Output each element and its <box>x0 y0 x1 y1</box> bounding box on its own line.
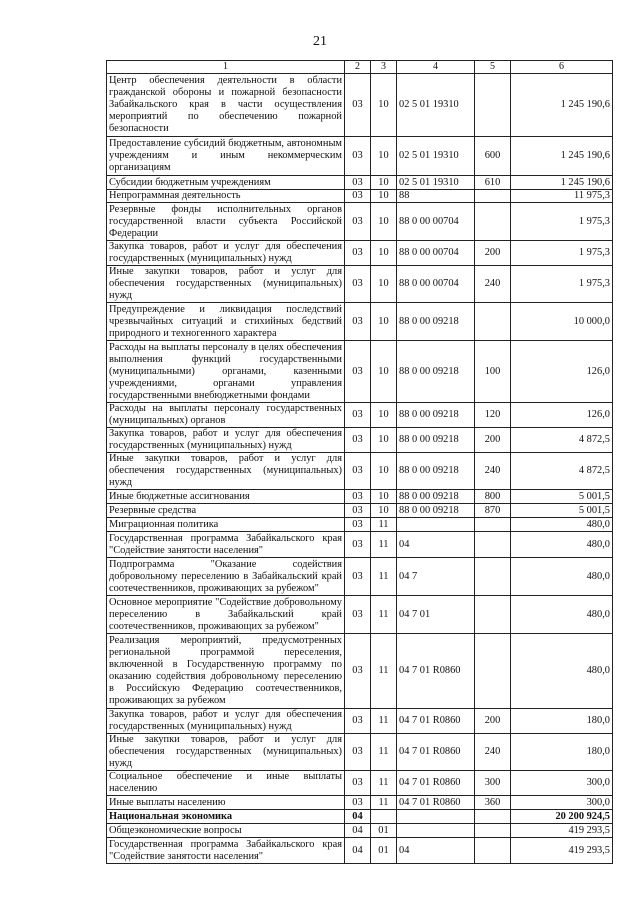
row-subsection: 11 <box>371 596 397 634</box>
row-section: 03 <box>345 241 371 266</box>
row-subsection: 10 <box>371 403 397 428</box>
row-subsection: 11 <box>371 518 397 532</box>
row-subsection: 01 <box>371 838 397 864</box>
row-section: 03 <box>345 771 371 796</box>
row-subsection: 11 <box>371 796 397 810</box>
row-sum: 419 293,5 <box>511 824 613 838</box>
table-row <box>107 518 613 532</box>
row-name: Резервные средства <box>107 504 345 518</box>
row-section: 03 <box>345 137 371 176</box>
row-name: Расходы на выплаты персоналу в целях обеспечения выполнения функций государственными (муниципальными) органами, казенными учреждениями, органами управления государственными внебюджетными фондами <box>107 341 345 403</box>
row-article: 88 0 00 09218 <box>397 303 475 341</box>
row-subsection: 10 <box>371 74 397 137</box>
row-expense-type <box>475 532 511 558</box>
column-number: 1 <box>107 61 345 74</box>
row-sum: 480,0 <box>511 532 613 558</box>
row-subsection: 10 <box>371 303 397 341</box>
table-row <box>107 74 613 137</box>
row-name: Закупка товаров, работ и услуг для обеспечения государственных (муниципальных) нужд <box>107 709 345 734</box>
row-section: 03 <box>345 532 371 558</box>
row-article: 88 0 00 09218 <box>397 341 475 403</box>
row-section: 03 <box>345 634 371 709</box>
row-sum: 300,0 <box>511 771 613 796</box>
row-article: 04 7 01 R0860 <box>397 709 475 734</box>
row-expense-type: 360 <box>475 796 511 810</box>
row-expense-type: 800 <box>475 490 511 504</box>
row-expense-type: 610 <box>475 176 511 190</box>
row-sum: 419 293,5 <box>511 838 613 864</box>
row-section: 04 <box>345 838 371 864</box>
row-name: Иные закупки товаров, работ и услуг для обеспечения государственных (муниципальных) нужд <box>107 266 345 303</box>
row-expense-type: 200 <box>475 428 511 453</box>
row-section: 03 <box>345 796 371 810</box>
row-name: Резервные фонды исполнительных органов государственной власти субъекта Российской Федерации <box>107 203 345 241</box>
row-name: Национальная экономика <box>107 810 345 824</box>
row-expense-type <box>475 518 511 532</box>
row-sum: 126,0 <box>511 403 613 428</box>
row-sum: 20 200 924,5 <box>511 810 613 824</box>
row-article: 04 <box>397 532 475 558</box>
budget-table <box>106 60 613 864</box>
row-expense-type: 120 <box>475 403 511 428</box>
row-article: 88 0 00 09218 <box>397 490 475 504</box>
row-name: Основное мероприятие "Содействие добровольному переселению в Забайкальский край соотечественников, проживающих за рубежом" <box>107 596 345 634</box>
table-row <box>107 532 613 558</box>
row-section: 03 <box>345 266 371 303</box>
column-number: 3 <box>371 61 397 74</box>
row-section: 03 <box>345 303 371 341</box>
table-row <box>107 709 613 734</box>
table-row <box>107 303 613 341</box>
row-article: 88 0 00 00704 <box>397 241 475 266</box>
row-name: Иные закупки товаров, работ и услуг для обеспечения государственных (муниципальных) нужд <box>107 453 345 490</box>
row-expense-type: 200 <box>475 709 511 734</box>
row-sum: 4 872,5 <box>511 428 613 453</box>
row-article <box>397 824 475 838</box>
row-subsection: 10 <box>371 341 397 403</box>
table-row <box>107 203 613 241</box>
row-name: Государственная программа Забайкальского края "Содействие занятости населения" <box>107 838 345 864</box>
row-article: 88 0 00 09218 <box>397 403 475 428</box>
row-subsection: 11 <box>371 771 397 796</box>
row-section: 03 <box>345 203 371 241</box>
page-number: 21 <box>313 34 327 49</box>
row-section: 03 <box>345 453 371 490</box>
row-article: 02 5 01 19310 <box>397 74 475 137</box>
row-name: Центр обеспечения деятельности в области гражданской обороны и пожарной безопасности Забайкальского края в части осуществления мероприятий по обеспечению пожарной безопасности <box>107 74 345 137</box>
row-article: 04 7 01 R0860 <box>397 796 475 810</box>
table-row <box>107 137 613 176</box>
table-row <box>107 176 613 190</box>
table-row <box>107 596 613 634</box>
row-expense-type: 240 <box>475 734 511 771</box>
row-subsection: 10 <box>371 428 397 453</box>
row-sum: 480,0 <box>511 518 613 532</box>
row-section: 03 <box>345 596 371 634</box>
row-expense-type: 200 <box>475 241 511 266</box>
table-row <box>107 558 613 596</box>
row-subsection <box>371 810 397 824</box>
row-name: Непрограммная деятельность <box>107 190 345 203</box>
row-section: 03 <box>345 176 371 190</box>
table-row <box>107 796 613 810</box>
row-expense-type: 240 <box>475 453 511 490</box>
row-section: 03 <box>345 428 371 453</box>
row-section: 04 <box>345 824 371 838</box>
table-row <box>107 241 613 266</box>
row-expense-type: 240 <box>475 266 511 303</box>
column-number: 4 <box>397 61 475 74</box>
row-sum: 1 975,3 <box>511 266 613 303</box>
row-article <box>397 810 475 824</box>
row-subsection: 11 <box>371 532 397 558</box>
table-row <box>107 190 613 203</box>
row-sum: 1 245 190,6 <box>511 74 613 137</box>
row-sum: 11 975,3 <box>511 190 613 203</box>
row-article: 04 7 01 R0860 <box>397 734 475 771</box>
table-row <box>107 403 613 428</box>
row-sum: 1 245 190,6 <box>511 176 613 190</box>
table-row <box>107 771 613 796</box>
row-article: 04 7 01 R0860 <box>397 634 475 709</box>
row-section: 03 <box>345 558 371 596</box>
row-subsection: 10 <box>371 137 397 176</box>
row-subsection: 10 <box>371 241 397 266</box>
row-article: 88 0 00 09218 <box>397 453 475 490</box>
row-expense-type: 100 <box>475 341 511 403</box>
row-article: 02 5 01 19310 <box>397 137 475 176</box>
row-sum: 10 000,0 <box>511 303 613 341</box>
row-subsection: 10 <box>371 504 397 518</box>
row-section: 03 <box>345 190 371 203</box>
column-number: 2 <box>345 61 371 74</box>
row-expense-type <box>475 74 511 137</box>
row-section: 03 <box>345 403 371 428</box>
table-row <box>107 504 613 518</box>
row-name: Подпрограмма "Оказание содействия добровольному переселению в Забайкальский край соотечественников, проживающих за рубежом" <box>107 558 345 596</box>
row-name: Закупка товаров, работ и услуг для обеспечения государственных (муниципальных) нужд <box>107 428 345 453</box>
row-section: 03 <box>345 490 371 504</box>
row-name: Субсидии бюджетным учреждениям <box>107 176 345 190</box>
row-article: 04 7 <box>397 558 475 596</box>
row-subsection: 11 <box>371 634 397 709</box>
row-name: Иные закупки товаров, работ и услуг для обеспечения государственных (муниципальных) нужд <box>107 734 345 771</box>
table-row <box>107 838 613 864</box>
row-expense-type <box>475 558 511 596</box>
row-sum: 300,0 <box>511 796 613 810</box>
row-article: 88 0 00 00704 <box>397 266 475 303</box>
row-expense-type: 870 <box>475 504 511 518</box>
row-section: 03 <box>345 74 371 137</box>
row-name: Миграционная политика <box>107 518 345 532</box>
row-expense-type: 300 <box>475 771 511 796</box>
row-name: Предоставление субсидий бюджетным, автономным учреждениям и иным некоммерческим организациям <box>107 137 345 176</box>
table-row <box>107 266 613 303</box>
row-name: Общеэкономические вопросы <box>107 824 345 838</box>
row-sum: 180,0 <box>511 734 613 771</box>
row-name: Иные бюджетные ассигнования <box>107 490 345 504</box>
row-section: 03 <box>345 341 371 403</box>
table-row <box>107 824 613 838</box>
row-expense-type <box>475 596 511 634</box>
row-expense-type <box>475 838 511 864</box>
row-article: 88 0 00 09218 <box>397 504 475 518</box>
row-sum: 5 001,5 <box>511 490 613 504</box>
row-section: 03 <box>345 734 371 771</box>
row-sum: 1 975,3 <box>511 203 613 241</box>
row-sum: 480,0 <box>511 634 613 709</box>
row-name: Иные выплаты населению <box>107 796 345 810</box>
row-sum: 180,0 <box>511 709 613 734</box>
row-subsection: 11 <box>371 734 397 771</box>
row-article: 04 7 01 <box>397 596 475 634</box>
row-article: 04 7 01 R0860 <box>397 771 475 796</box>
row-sum: 480,0 <box>511 558 613 596</box>
row-article: 88 0 00 09218 <box>397 428 475 453</box>
row-sum: 4 872,5 <box>511 453 613 490</box>
row-name: Реализация мероприятий, предусмотренных региональной программой переселения, включенной в Государственную программу по оказанию содействия добровольному переселению в Российскую Федерацию соотечественников, проживающих за рубежом <box>107 634 345 709</box>
row-section: 03 <box>345 504 371 518</box>
row-subsection: 10 <box>371 176 397 190</box>
row-name: Государственная программа Забайкальского края "Содействие занятости населения" <box>107 532 345 558</box>
row-expense-type <box>475 190 511 203</box>
row-subsection: 11 <box>371 709 397 734</box>
table-row <box>107 341 613 403</box>
row-article <box>397 518 475 532</box>
table-row <box>107 810 613 824</box>
row-name: Закупка товаров, работ и услуг для обеспечения государственных (муниципальных) нужд <box>107 241 345 266</box>
table-row <box>107 734 613 771</box>
column-number: 6 <box>511 61 613 74</box>
row-subsection: 10 <box>371 203 397 241</box>
row-expense-type <box>475 634 511 709</box>
row-expense-type <box>475 824 511 838</box>
row-sum: 126,0 <box>511 341 613 403</box>
row-expense-type <box>475 203 511 241</box>
table-row <box>107 453 613 490</box>
row-sum: 5 001,5 <box>511 504 613 518</box>
row-subsection: 01 <box>371 824 397 838</box>
row-sum: 1 975,3 <box>511 241 613 266</box>
row-expense-type <box>475 303 511 341</box>
row-expense-type <box>475 810 511 824</box>
table-row <box>107 490 613 504</box>
row-subsection: 10 <box>371 453 397 490</box>
row-name: Расходы на выплаты персоналу государственных (муниципальных) органов <box>107 403 345 428</box>
column-number-row <box>107 61 613 74</box>
row-subsection: 10 <box>371 490 397 504</box>
row-subsection: 10 <box>371 266 397 303</box>
row-article: 02 5 01 19310 <box>397 176 475 190</box>
row-article: 88 0 00 00704 <box>397 203 475 241</box>
row-article: 04 <box>397 838 475 864</box>
column-number: 5 <box>475 61 511 74</box>
row-name: Социальное обеспечение и иные выплаты населению <box>107 771 345 796</box>
table-row <box>107 634 613 709</box>
row-section: 04 <box>345 810 371 824</box>
row-section: 03 <box>345 518 371 532</box>
row-section: 03 <box>345 709 371 734</box>
row-subsection: 11 <box>371 558 397 596</box>
row-expense-type: 600 <box>475 137 511 176</box>
row-sum: 1 245 190,6 <box>511 137 613 176</box>
row-name: Предупреждение и ликвидация последствий чрезвычайных ситуаций и стихийных бедствий природного и техногенного характера <box>107 303 345 341</box>
table-row <box>107 428 613 453</box>
row-article: 88 <box>397 190 475 203</box>
row-subsection: 10 <box>371 190 397 203</box>
row-sum: 480,0 <box>511 596 613 634</box>
